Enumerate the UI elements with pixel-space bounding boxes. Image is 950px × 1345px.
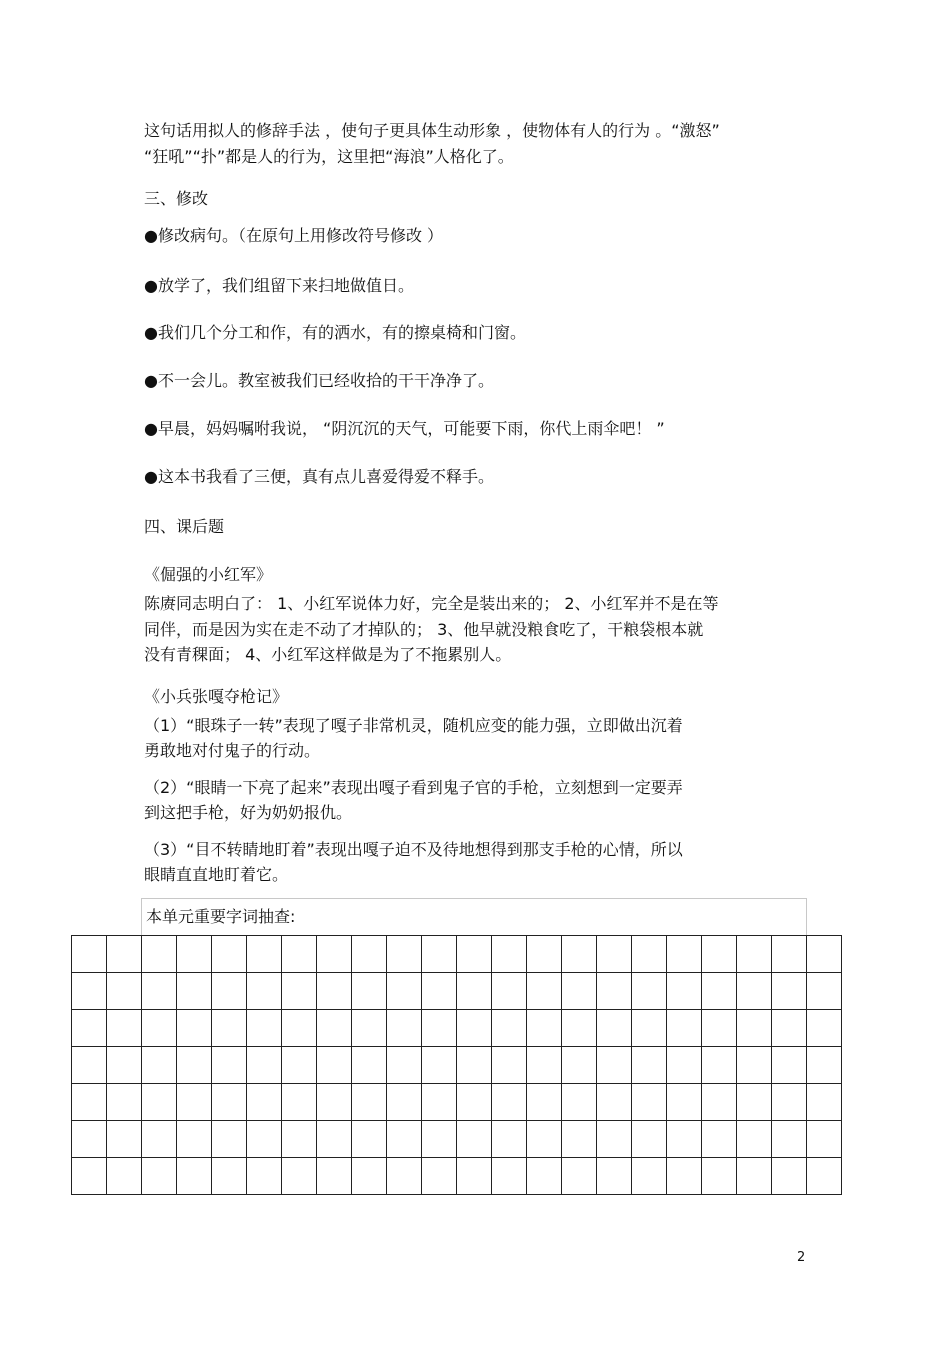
grid-cell[interactable] (807, 1047, 842, 1084)
grid-cell[interactable] (317, 936, 352, 973)
grid-cell[interactable] (667, 1010, 702, 1047)
grid-cell[interactable] (772, 1047, 807, 1084)
section-heading: 三、修改 (144, 189, 209, 208)
grid-cell[interactable] (212, 1121, 247, 1158)
grid-cell[interactable] (212, 1084, 247, 1121)
grid-cell[interactable] (492, 1084, 527, 1121)
grid-cell[interactable] (702, 1047, 737, 1084)
grid-cell[interactable] (807, 1121, 842, 1158)
grid-cell[interactable] (667, 1121, 702, 1158)
grid-cell[interactable] (352, 973, 387, 1010)
grid-cell[interactable] (317, 1158, 352, 1195)
grid-cell[interactable] (597, 1047, 632, 1084)
section-heading: 四、课后题 (144, 517, 225, 536)
grid-cell[interactable] (387, 1121, 422, 1158)
grid-cell[interactable] (562, 936, 597, 973)
grid-cell[interactable] (212, 973, 247, 1010)
grid-cell[interactable] (737, 1010, 772, 1047)
grid-cell[interactable] (702, 973, 737, 1010)
grid-cell[interactable] (632, 1010, 667, 1047)
grid-cell[interactable] (247, 936, 282, 973)
grid-cell[interactable] (632, 1158, 667, 1195)
grid-cell[interactable] (632, 1121, 667, 1158)
grid-cell[interactable] (492, 1047, 527, 1084)
grid-cell[interactable] (632, 1047, 667, 1084)
grid-cell[interactable] (282, 1158, 317, 1195)
grid-cell[interactable] (72, 1047, 107, 1084)
grid-cell[interactable] (247, 1158, 282, 1195)
grid-cell[interactable] (562, 973, 597, 1010)
grid-cell[interactable] (597, 1158, 632, 1195)
grid-cell[interactable] (107, 1158, 142, 1195)
grid-cell[interactable] (632, 973, 667, 1010)
grid-cell[interactable] (317, 1010, 352, 1047)
grid-cell[interactable] (142, 1158, 177, 1195)
grid-cell[interactable] (527, 1047, 562, 1084)
grid-row (72, 1010, 842, 1047)
grid-cell[interactable] (492, 1010, 527, 1047)
grid-cell[interactable] (702, 1121, 737, 1158)
grid-cell[interactable] (142, 936, 177, 973)
grid-cell[interactable] (772, 973, 807, 1010)
grid-cell[interactable] (807, 1158, 842, 1195)
grid-cell[interactable] (772, 1158, 807, 1195)
grid-cell[interactable] (72, 1010, 107, 1047)
grid-row (72, 973, 842, 1010)
grid-cell[interactable] (702, 1158, 737, 1195)
grid-cell[interactable] (72, 1158, 107, 1195)
grid-cell[interactable] (457, 973, 492, 1010)
grid-row (72, 1084, 842, 1121)
grid-cell[interactable] (352, 1121, 387, 1158)
grid-cell[interactable] (492, 936, 527, 973)
grid-cell[interactable] (527, 936, 562, 973)
grid-cell[interactable] (177, 1010, 212, 1047)
text-line: 陈赓同志明白了： 1、小红军说体力好，完全是装出来的； 2、小红军并不是在等 (144, 594, 719, 613)
grid-cell[interactable] (107, 1047, 142, 1084)
grid-cell[interactable] (702, 936, 737, 973)
grid-cell[interactable] (352, 1158, 387, 1195)
grid-cell[interactable] (597, 1121, 632, 1158)
grid-cell[interactable] (737, 1084, 772, 1121)
character-writing-grid (71, 935, 842, 1195)
grid-cell[interactable] (142, 1010, 177, 1047)
grid-cell[interactable] (807, 936, 842, 973)
grid-cell[interactable] (387, 936, 422, 973)
grid-cell[interactable] (562, 1158, 597, 1195)
grid-cell[interactable] (772, 1084, 807, 1121)
grid-cell[interactable] (492, 973, 527, 1010)
grid-cell[interactable] (107, 1121, 142, 1158)
grid-row (72, 1158, 842, 1195)
grid-cell[interactable] (72, 1084, 107, 1121)
text-line: 眼睛直直地盯着它。 (144, 865, 289, 884)
grid-cell[interactable] (317, 973, 352, 1010)
grid-cell[interactable] (422, 936, 457, 973)
grid-cell[interactable] (772, 1010, 807, 1047)
grid-cell[interactable] (142, 973, 177, 1010)
grid-cell[interactable] (457, 1047, 492, 1084)
grid-cell[interactable] (422, 1047, 457, 1084)
grid-cell[interactable] (457, 936, 492, 973)
grid-cell[interactable] (282, 1010, 317, 1047)
text-line: （1）“眼珠子一转”表现了嘎子非常机灵，随机应变的能力强，立即做出沉着 (144, 716, 683, 735)
grid-cell[interactable] (247, 973, 282, 1010)
grid-cell[interactable] (527, 1121, 562, 1158)
bullet-item: ●放学了，我们组留下来扫地做值日。 (144, 276, 414, 295)
grid-title: 本单元重要字词抽查: (146, 907, 296, 926)
text-line: “狂吼”“扑”都是人的行为，这里把“海浪”人格化了。 (144, 147, 514, 166)
bullet-item: ●早晨，妈妈嘱咐我说， “阴沉沉的天气，可能要下雨，你代上雨伞吧！ ” (144, 419, 665, 438)
grid-cell[interactable] (282, 936, 317, 973)
text-line: 这句话用拟人的修辞手法 ，使句子更具体生动形象 ，使物体有人的行为 。“激怒” (144, 121, 720, 140)
grid-row (72, 1047, 842, 1084)
grid-cell[interactable] (177, 1158, 212, 1195)
grid-cell[interactable] (212, 1047, 247, 1084)
grid-cell[interactable] (212, 1010, 247, 1047)
text-line: 没有青稞面； 4、小红军这样做是为了不拖累别人。 (144, 645, 512, 664)
grid-cell[interactable] (352, 1010, 387, 1047)
bullet-item: ●不一会儿。教室被我们已经收拾的干干净净了。 (144, 371, 494, 390)
grid-cell[interactable] (737, 1158, 772, 1195)
grid-cell[interactable] (282, 1121, 317, 1158)
grid-cell[interactable] (352, 1047, 387, 1084)
grid-cell[interactable] (212, 936, 247, 973)
text-line: 到这把手枪，好为奶奶报仇。 (144, 803, 353, 822)
grid-cell[interactable] (632, 936, 667, 973)
bullet-item: ●我们几个分工和作，有的洒水，有的擦桌椅和门窗。 (144, 323, 526, 342)
grid-cell[interactable] (562, 1010, 597, 1047)
grid-cell[interactable] (562, 1121, 597, 1158)
grid-cell[interactable] (737, 973, 772, 1010)
grid-cell[interactable] (247, 1084, 282, 1121)
grid-cell[interactable] (597, 973, 632, 1010)
grid-cell[interactable] (422, 1010, 457, 1047)
grid-cell[interactable] (142, 1121, 177, 1158)
grid-cell[interactable] (387, 1084, 422, 1121)
grid-cell[interactable] (667, 936, 702, 973)
grid-cell[interactable] (422, 1121, 457, 1158)
grid-cell[interactable] (632, 1084, 667, 1121)
grid-cell[interactable] (212, 1158, 247, 1195)
grid-cell[interactable] (807, 1084, 842, 1121)
grid-cell[interactable] (177, 1084, 212, 1121)
grid-cell[interactable] (247, 1010, 282, 1047)
grid-cell[interactable] (702, 1010, 737, 1047)
grid-cell[interactable] (562, 1084, 597, 1121)
grid-cell[interactable] (492, 1158, 527, 1195)
grid-cell[interactable] (492, 1121, 527, 1158)
grid-cell[interactable] (107, 973, 142, 1010)
grid-cell[interactable] (457, 1084, 492, 1121)
grid-cell[interactable] (737, 936, 772, 973)
grid-title-box (141, 898, 807, 936)
grid-cell[interactable] (72, 1121, 107, 1158)
grid-cell[interactable] (72, 973, 107, 1010)
grid-cell[interactable] (317, 1121, 352, 1158)
text-line: 同伴，而是因为实在走不动了才掉队的； 3、他早就没粮食吃了，干粮袋根本就 (144, 620, 704, 639)
grid-cell[interactable] (597, 1084, 632, 1121)
grid-cell[interactable] (177, 936, 212, 973)
grid-cell[interactable] (107, 1084, 142, 1121)
grid-cell[interactable] (597, 936, 632, 973)
bullet-item: ●修改病句。（在原句上用修改符号修改 ） (144, 226, 444, 245)
grid-cell[interactable] (177, 973, 212, 1010)
grid-row (72, 936, 842, 973)
grid-cell[interactable] (422, 1158, 457, 1195)
grid-cell[interactable] (527, 1084, 562, 1121)
grid-cell[interactable] (667, 1084, 702, 1121)
grid-cell[interactable] (772, 1121, 807, 1158)
grid-cell[interactable] (352, 1084, 387, 1121)
grid-cell[interactable] (667, 1047, 702, 1084)
grid-cell[interactable] (457, 1121, 492, 1158)
text-line: （2）“眼睛一下亮了起来”表现出嘎子看到鬼子官的手枪，立刻想到一定要弄 (144, 778, 683, 797)
grid-cell[interactable] (527, 973, 562, 1010)
grid-cell[interactable] (457, 1158, 492, 1195)
grid-cell[interactable] (527, 1158, 562, 1195)
grid-row (72, 1121, 842, 1158)
grid-cell[interactable] (702, 1084, 737, 1121)
grid-cell[interactable] (527, 1010, 562, 1047)
grid-cell[interactable] (177, 1047, 212, 1084)
grid-cell[interactable] (387, 1047, 422, 1084)
grid-cell[interactable] (422, 1084, 457, 1121)
grid-cell[interactable] (772, 936, 807, 973)
grid-cell[interactable] (282, 1047, 317, 1084)
grid-cell[interactable] (737, 1121, 772, 1158)
grid-cell[interactable] (282, 973, 317, 1010)
grid-cell[interactable] (807, 1010, 842, 1047)
grid-cell[interactable] (422, 973, 457, 1010)
grid-cell[interactable] (807, 973, 842, 1010)
grid-cell[interactable] (667, 973, 702, 1010)
page-number: 2 (797, 1250, 806, 1265)
grid-cell[interactable] (667, 1158, 702, 1195)
text-line: 勇敢地对付鬼子的行动。 (144, 741, 321, 760)
grid-cell[interactable] (177, 1121, 212, 1158)
grid-cell[interactable] (247, 1047, 282, 1084)
grid-cell[interactable] (562, 1047, 597, 1084)
grid-cell[interactable] (597, 1010, 632, 1047)
grid-cell[interactable] (387, 1158, 422, 1195)
grid-cell[interactable] (142, 1084, 177, 1121)
grid-cell[interactable] (282, 1084, 317, 1121)
grid-cell[interactable] (387, 1010, 422, 1047)
grid-cell[interactable] (107, 936, 142, 973)
story-title: 《小兵张嘎夺枪记》 (144, 687, 289, 706)
story-title: 《倔强的小红军》 (144, 565, 273, 584)
text-line: （3）“目不转睛地盯着”表现出嘎子迫不及待地想得到那支手枪的心情，所以 (144, 840, 683, 859)
grid-cell[interactable] (317, 1047, 352, 1084)
grid-cell[interactable] (247, 1121, 282, 1158)
grid-cell[interactable] (387, 973, 422, 1010)
grid-cell[interactable] (352, 936, 387, 973)
grid-cell[interactable] (107, 1010, 142, 1047)
grid-cell[interactable] (72, 936, 107, 973)
grid-cell[interactable] (457, 1010, 492, 1047)
bullet-item: ●这本书我看了三便，真有点儿喜爱得爱不释手。 (144, 467, 494, 486)
grid-cell[interactable] (142, 1047, 177, 1084)
grid-cell[interactable] (737, 1047, 772, 1084)
grid-cell[interactable] (317, 1084, 352, 1121)
